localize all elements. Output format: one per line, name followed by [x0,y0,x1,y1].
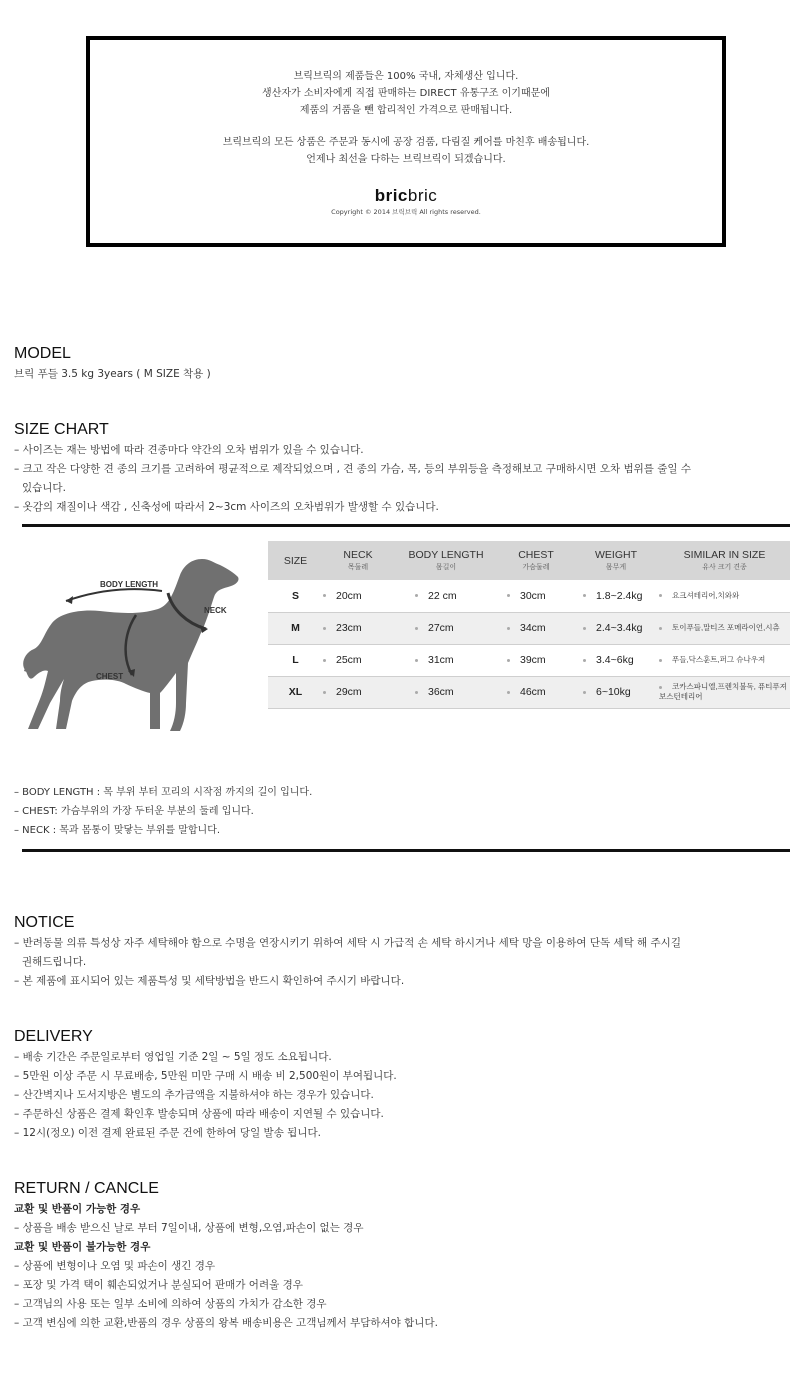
return-line: – 상품에 변형이나 오염 및 파손이 생긴 경우 [14,1260,216,1272]
cell-chest-value: 39cm [520,654,546,666]
return-line: – 포장 및 가격 택이 훼손되었거나 분실되어 판매가 어려울 경우 [14,1279,303,1291]
table-row [268,644,790,676]
cell-body [393,644,499,676]
cell-size: L [268,644,323,676]
delivery-line: – 배송 기간은 주문일로부터 영업일 기준 2일 ~ 5일 정도 소요됩니다. [14,1051,332,1063]
header-neck [323,541,393,580]
cell-weight [573,580,659,612]
bullet-dot [507,627,510,630]
cell-chest [499,580,573,612]
return-title: RETURN / CANCLE [14,1180,159,1197]
header-weight [573,541,659,580]
return-line: – 상품을 배송 받으신 날로 부터 7일이내, 상품에 변형,오염,파손이 없는 경우 [14,1222,364,1234]
return-possible-heading: 교환 및 반품이 가능한 경우 [14,1203,141,1215]
table-row [268,580,790,612]
cell-neck-value: 23cm [336,622,362,634]
cell-neck-value: 20cm [336,589,362,602]
return-line: – 고객님의 사용 또는 일부 소비에 의하여 상품의 가치가 감소한 경우 [14,1298,327,1310]
header-similar [659,541,790,580]
notice-line: 권해드립니다. [22,956,87,968]
return-impossible-heading: 교환 및 반품이 불가능한 경우 [14,1241,151,1253]
cell-weight [573,676,659,708]
brand-logo [90,186,722,206]
cell-body-value: 36cm [428,686,454,698]
cell-body [393,580,499,612]
bullet-dot [323,691,326,694]
bullet-dot [507,594,510,597]
notice-line: – 반려동물 의류 특성상 자주 세탁해야 함으로 수명을 연장시키기 위하여 세탁 시 가급적 손 세탁 하시거나 세탁 망을 이용하여 단독 세탁 해 주시길 [14,937,681,949]
cell-weight [573,612,659,644]
cell-similar-value: 토이푸들,말티즈 포메라이언,시츄 [672,623,780,632]
body-length-arrow [66,589,162,601]
bullet-dot [415,627,418,630]
cell-chest [499,644,573,676]
intro-line: 브릭브릭의 모든 상품은 주문과 동시에 공장 검품, 다림질 케어를 마친후 배송됩니다. [222,137,590,148]
model-title: MODEL [14,345,71,362]
cell-body-value: 22 cm [428,589,457,602]
brand-logo-bold: bric [374,186,408,205]
bullet-dot [507,659,510,662]
cell-neck-value: 29cm [336,686,362,698]
cell-body [393,676,499,708]
table-row [268,676,790,708]
delivery-line: – 주문하신 상품은 결제 확인후 발송되며 상품에 따라 배송이 지연될 수 있습니다. [14,1108,384,1120]
header-body-length [393,541,499,580]
cell-neck [323,644,393,676]
bullet-dot [415,659,418,662]
bullet-dot [323,659,326,662]
cell-similar [659,580,790,612]
cell-similar-value: 푸들,닥스훈트,퍼그 슈나우져 [672,655,766,664]
neck-label: NECK [204,606,227,615]
cell-body-value: 31cm [428,654,454,666]
cell-weight-value: 2.4~3.4kg [596,622,643,634]
table-row [268,612,790,644]
bullet-dot [583,691,586,694]
body-length-label: BODY LENGTH [100,580,159,589]
header-size [268,541,323,580]
header-neck-sub: 목둘레 [347,564,369,571]
bullet-dot [323,627,326,630]
cell-weight-value: 6~10kg [596,686,631,698]
definition-line: – CHEST: 가슴부위의 가장 두터운 부분의 둘레 입니다. [14,806,254,817]
bullet-dot [323,594,326,597]
header-similar-label: SIMILAR IN SIZE [683,549,766,561]
cell-neck [323,612,393,644]
chest-label: CHEST [96,672,124,681]
intro-block-2 [90,134,722,168]
intro-line: 제품의 거품을 뺀 합리적인 가격으로 판매됩니다. [299,105,513,116]
intro-block-1 [90,68,722,119]
delivery-title: DELIVERY [14,1028,93,1045]
divider [22,849,790,852]
header-similar-sub: 유사 크기 견종 [702,564,747,571]
header-neck-label: NECK [343,549,373,561]
bullet-dot [583,594,586,597]
bullet-dot [659,686,662,689]
notice-line: – 본 제품에 표시되어 있는 제품특성 및 세탁방법을 반드시 확인하여 주시기 바랍니다. [14,975,405,987]
cell-similar [659,676,790,708]
intro-line: 생산자가 소비자에게 직접 판매하는 DIRECT 유통구조 이기때문에 [262,88,550,99]
cell-size: XL [268,676,323,708]
size-table-header [268,541,790,580]
size-table [268,541,790,709]
return-line: – 고객 변심에 의한 교환,반품의 경우 상품의 왕복 배송비용은 고객님께서 부담하셔야 합니다. [14,1317,438,1329]
header-size-label: SIZE [283,554,308,567]
bullet-dot [659,594,662,597]
cell-chest-value: 30cm [520,589,546,602]
size-chart-line: 있습니다. [22,482,66,494]
header-chest-label: CHEST [518,549,554,561]
intro-line: 언제나 최선을 다하는 브릭브릭이 되겠습니다. [306,154,506,165]
dog-measurement-diagram [20,553,260,743]
header-body-length-label: BODY LENGTH [408,549,484,561]
bullet-dot [659,627,662,630]
delivery-line: – 5만원 이상 주문 시 무료배송, 5만원 미만 구매 시 배송 비 2,500원이 부여됩니다. [14,1070,397,1082]
cell-size: M [268,612,323,644]
divider [22,524,790,527]
delivery-line: – 산간벽지나 도서지방은 별도의 추가금액을 지불하셔야 하는 경우가 있습니다. [14,1089,374,1101]
bullet-dot [583,659,586,662]
header-weight-label: WEIGHT [595,549,637,561]
cell-weight-value: 3.4~6kg [596,654,634,666]
header-chest [499,541,573,580]
cell-weight-value: 1.8~2.4kg [596,589,643,602]
cell-chest-value: 34cm [520,622,546,634]
delivery-line: – 12시(정오) 이전 결제 완료된 주문 건에 한하여 당일 발송 됩니다. [14,1127,321,1139]
definition-line: – NECK : 목과 몸통이 맞닿는 부위를 말합니다. [14,825,221,836]
cell-similar-value: 코카스파니엘,프렌치불독, 퓨티푸져 보스턴테리어 [659,682,787,701]
model-text: 브릭 푸들 3.5 kg 3years ( M SIZE 착용 ) [14,368,211,380]
brand-logo-light: bric [407,186,438,205]
intro-box [86,36,726,247]
cell-chest-value: 46cm [520,686,546,698]
cell-similar-value: 요크셔테리어,치와와 [672,590,740,600]
cell-similar [659,612,790,644]
header-chest-sub: 가슴둘레 [522,564,550,571]
cell-body-value: 27cm [428,622,454,634]
size-chart-line: – 옷감의 재질이나 색감 , 신축성에 따라서 2~3cm 사이즈의 오차범위가 발생할 수 있습니다. [14,501,439,513]
cell-similar [659,644,790,676]
cell-size: S [268,580,323,612]
size-chart-line: – 사이즈는 재는 방법에 따라 견종마다 약간의 오차 범위가 있을 수 있습니다. [14,444,364,456]
cell-chest [499,676,573,708]
cell-neck [323,676,393,708]
bullet-dot [583,627,586,630]
bullet-dot [415,594,418,597]
definition-line: – BODY LENGTH : 목 부위 부터 꼬리의 시작점 까지의 길이 입니다. [14,787,313,798]
cell-neck-value: 25cm [336,654,362,666]
notice-title: NOTICE [14,914,75,931]
cell-neck [323,580,393,612]
size-chart-title: SIZE CHART [14,421,109,438]
bullet-dot [415,691,418,694]
cell-body [393,612,499,644]
header-weight-sub: 몸무게 [605,564,627,571]
header-body-length-sub: 몸길이 [435,564,457,571]
intro-line: 브릭브릭의 제품들은 100% 국내, 자체생산 입니다. [293,71,519,82]
size-chart-line: – 크고 작은 다양한 견 종의 크기를 고려하여 평균적으로 제작되었으며 , 견 종의 가슴, 목, 등의 부위등을 측정해보고 구매하시면 오차 범위를 줄일 수 [14,463,691,475]
cell-weight [573,644,659,676]
cell-chest [499,612,573,644]
bullet-dot [659,659,662,662]
copyright-text: Copyright © 2014 브릭브릭 All rights reserved. [331,208,481,216]
bullet-dot [507,691,510,694]
